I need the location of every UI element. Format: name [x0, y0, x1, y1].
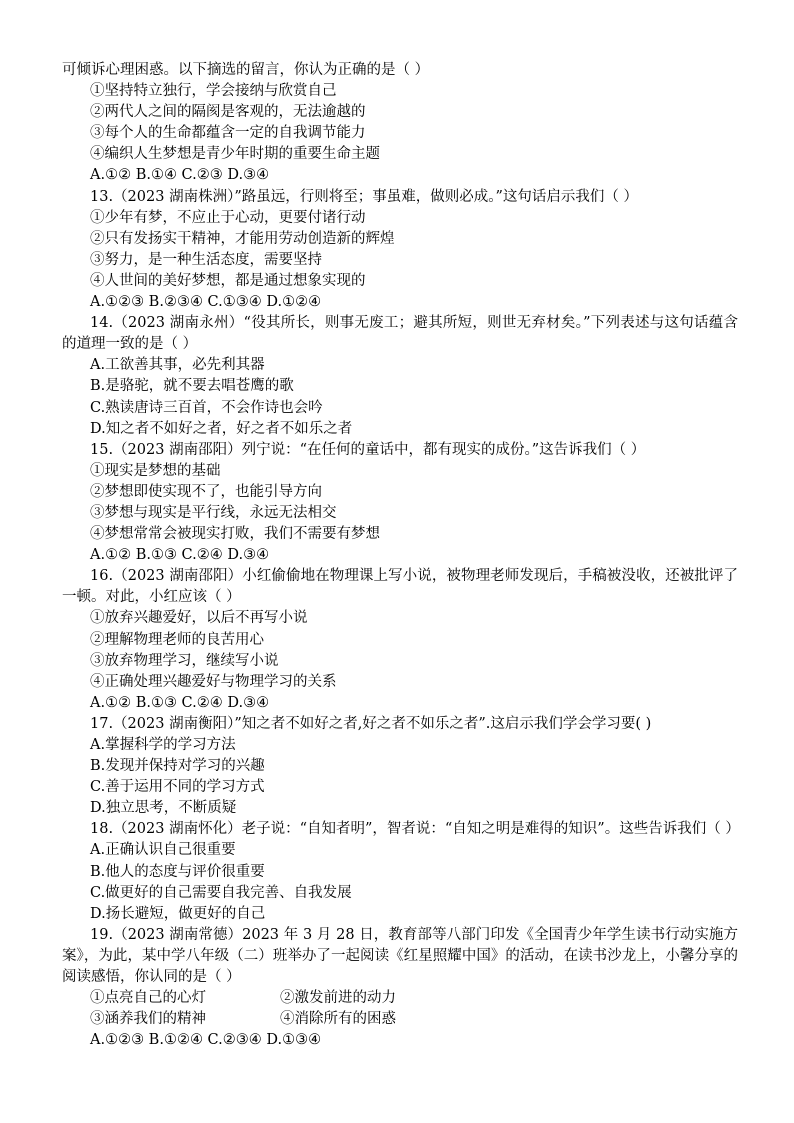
option-item: ④正确处理兴趣爱好与物理学习的关系: [90, 673, 337, 690]
question-stem: 14.（2023 湖南永州）“役其所长，则事无废工；避其所短，则世无弃材矣。”下列表述与这句话蕴含的道理一致的是（ ）: [62, 315, 738, 353]
option-item: B.发现并保持对学习的兴趣: [90, 758, 265, 775]
option-item: ③涵养我们的精神: [90, 1011, 206, 1028]
question-stem: 15.（2023 湖南邵阳）列宁说：“在任何的童话中，都有现实的成份。”这告诉我们（ ）: [90, 441, 646, 458]
option-item: D.知之者不如好之者，好之者不如乐之者: [90, 420, 353, 437]
option-item: A.掌握科学的学习方法: [90, 737, 236, 753]
option-item: ①点亮自己的心灯: [90, 990, 206, 1007]
option-item: ①少年有梦，不应止于心动，更要付诸行动: [90, 209, 366, 226]
option-item: ④消除所有的困惑: [280, 1011, 396, 1028]
option-item: ②激发前进的动力: [280, 990, 396, 1007]
option-item: ②两代人之间的隔阂是客观的，无法逾越的: [90, 104, 366, 121]
option-item: D.扬长避短，做更好的自己: [90, 905, 266, 922]
option-item: A.工欲善其事，必先利其器: [90, 357, 265, 374]
option-item: ①现实是梦想的基础: [90, 462, 221, 479]
question-16: [62, 566, 738, 714]
option-item: C.做更好的自己需要自我完善、自我发展: [90, 884, 352, 901]
option-item: B.他人的态度与评价很重要: [90, 863, 265, 880]
answer-choices: A.①②③ B.①②④ C.②③④ D.①③④: [90, 1032, 322, 1049]
option-row: [62, 988, 738, 1009]
option-item: ③梦想与现实是平行线，永远无法相交: [90, 504, 337, 521]
option-item: ①放弃兴趣爱好，以后不再写小说: [90, 610, 308, 627]
question-17: [62, 714, 738, 819]
option-item: ②只有发扬实干精神，才能用劳动创造新的辉煌: [90, 230, 395, 247]
question-stem: 18.（2023 湖南怀化）老子说：“自知者明”，智者说：“自知之明是难得的知识”。这些告诉我们（ ）: [90, 821, 740, 838]
option-item: C.熟读唐诗三百首，不会作诗也会吟: [90, 399, 323, 416]
option-item: ②梦想即使实现不了，也能引导方向: [90, 483, 322, 500]
question-14: [62, 313, 738, 440]
option-item: D.独立思考，不断质疑: [90, 800, 237, 817]
option-row: [62, 1009, 738, 1030]
option-item: ④编织人生梦想是青少年时期的重要生命主题: [90, 146, 380, 163]
option-item: C.善于运用不同的学习方式: [90, 779, 265, 796]
question-stem: 16.（2023 湖南邵阳）小红偷偷地在物理课上写小说，被物理老师发现后，手稿被没收，还被批评了一顿。对此，小红应该（ ）: [62, 568, 738, 606]
option-item: B.是骆驼，就不要去唱苍鹰的歌: [90, 378, 294, 395]
intro-text: 可倾诉心理困惑。以下摘选的留言，你认为正确的是（ ）: [62, 62, 430, 78]
question-18: [62, 819, 738, 924]
option-item: ④人世间的美好梦想，都是通过想象实现的: [90, 272, 366, 289]
option-item: ③努力，是一种生活态度，需要坚持: [90, 251, 322, 268]
option-item: A.正确认识自己很重要: [90, 842, 236, 859]
option-item: ①坚持特立独行，学会接纳与欣赏自己: [90, 83, 337, 100]
answer-choices: A.①②③ B.②③④ C.①③④ D.①②④: [90, 294, 322, 311]
option-item: ④梦想常常会被现实打败，我们不需要有梦想: [90, 526, 380, 543]
question-list: [62, 60, 738, 1051]
question-stem: 17.（2023 湖南衡阳）”知之者不如好之者,好之者不如乐之者”.这启示我们学会学习要( ): [90, 715, 652, 732]
question-stem: 19.（2023 湖南常德）2023 年 3 月 28 日，教育部等八部门印发《全国青少年学生读书行动实施方案》，为此，某中学八年级（二）班举办了一起阅读《红星照耀中国》的活动，在读书沙龙上，小馨分享的阅读感悟，你认同的是（ ）: [62, 926, 738, 986]
question-19: [62, 925, 738, 1052]
answer-choices: A.①② B.①③ C.②④ D.③④: [90, 694, 270, 711]
question-15: [62, 440, 738, 567]
answer-choices: A.①② B.①④ C.②③ D.③④: [90, 167, 270, 184]
question-stem: 13.（2023 湖南株洲）”路虽远，行则将至；事虽难，做则必成。”这句话启示我们（ ）: [90, 188, 639, 205]
question-12: [62, 81, 738, 186]
option-item: ②理解物理老师的良苦用心: [90, 631, 264, 648]
option-item: ③放弃物理学习，继续写小说: [90, 652, 279, 669]
question-13: [62, 187, 738, 314]
answer-choices: A.①② B.①③ C.②④ D.③④: [90, 547, 270, 564]
option-item: ③每个人的生命都蕴含一定的自我调节能力: [90, 125, 366, 142]
